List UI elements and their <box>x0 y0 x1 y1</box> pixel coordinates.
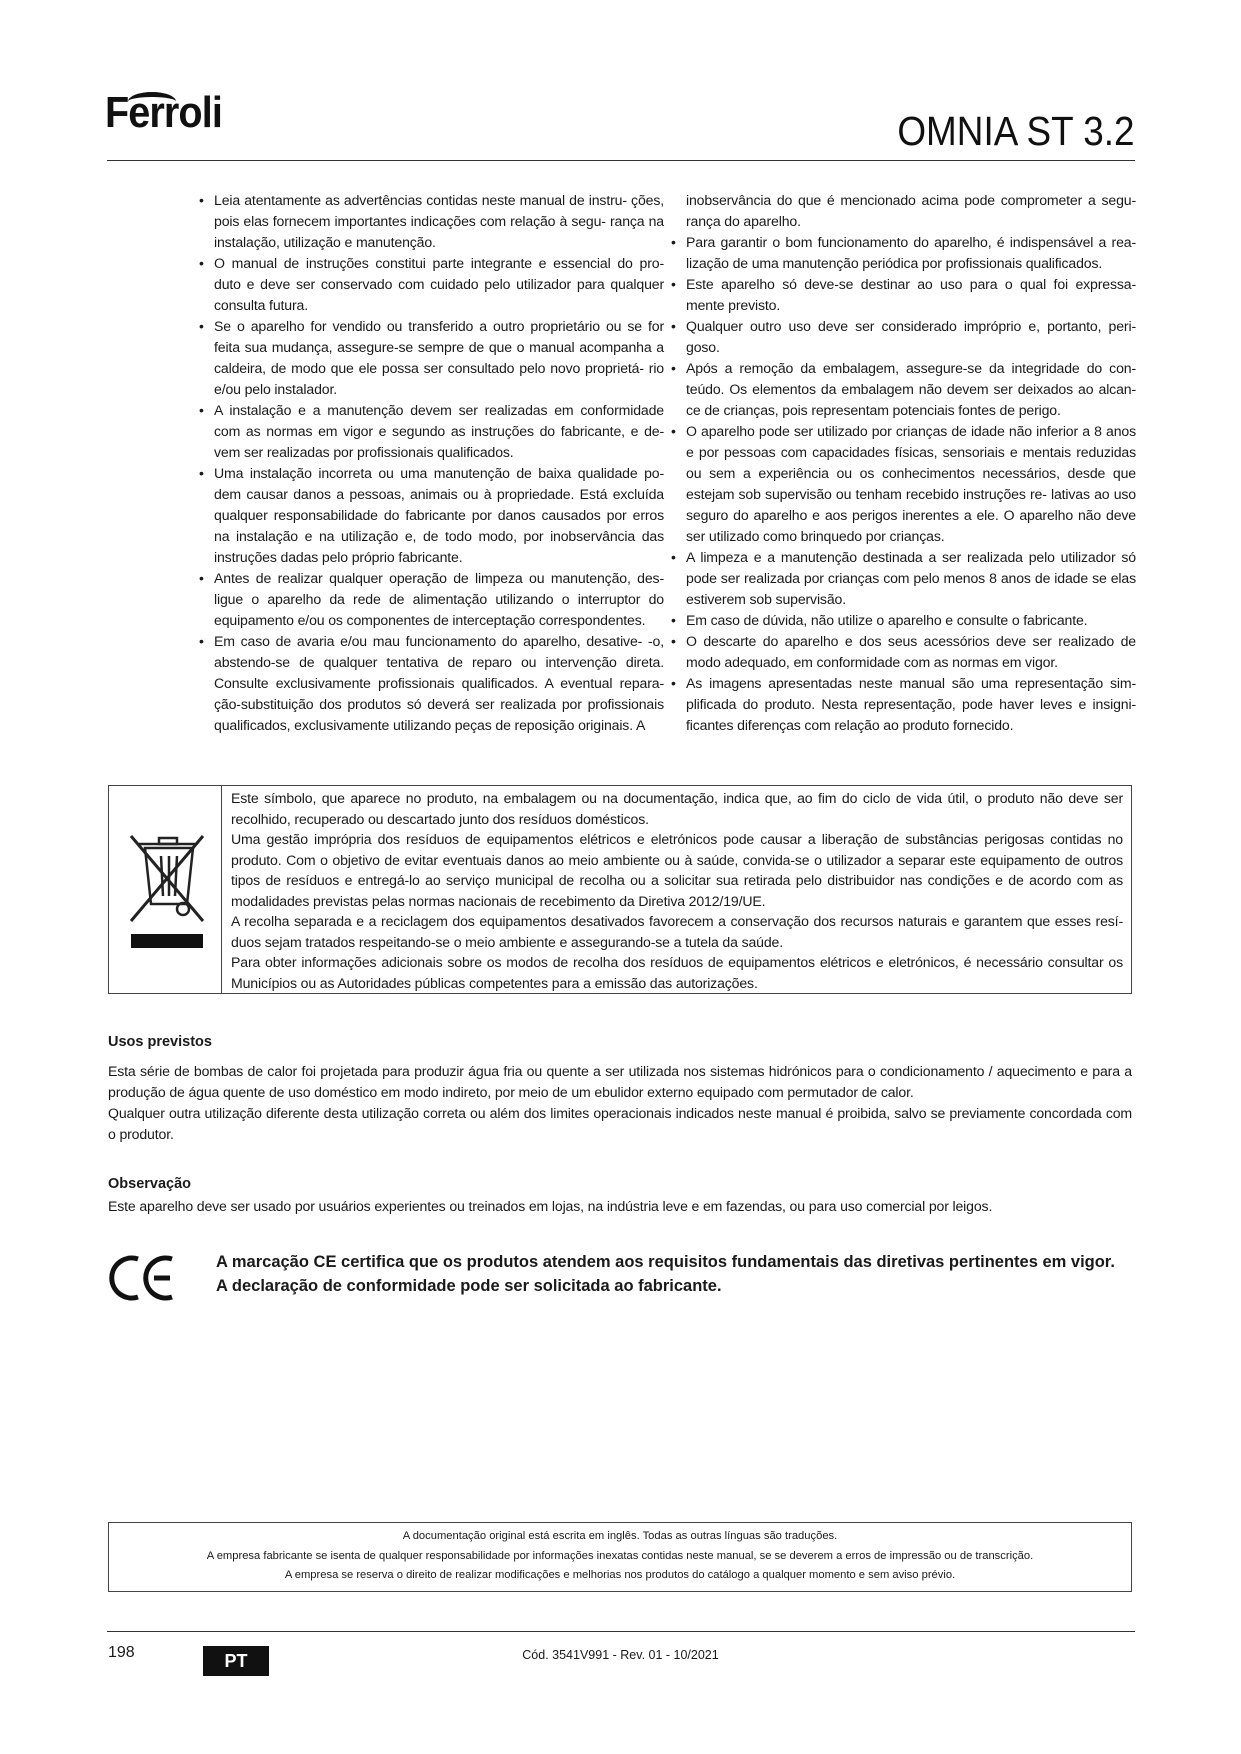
document-code: Cód. 3541V991 - Rev. 01 - 10/2021 <box>522 1648 719 1662</box>
observacao-text: Este aparelho deve ser usado por usuários experientes ou treinados em lojas, na indústria leve e em fazendas, ou para uso comercial por leigos. <box>108 1198 993 1214</box>
warning-item: • A instalação e a manutenção devem ser realizadas em conformidade com as normas em vigor e segundo as instruções do fabricante, e de- vem ser realizadas por profissionais qualificados. <box>199 400 664 463</box>
usos-paragraph: Esta série de bombas de calor foi projetada para produzir água fria ou quente a ser utilizada nos sistemas hidrónicos para o condicionamento / aquecimento e para a produção de água quente de uso doméstico em modo indireto, por meio de um ebulidor externo equipado com permutador de calor. <box>108 1063 1132 1100</box>
warning-item: • Este aparelho só deve-se destinar ao uso para o qual foi expressa- mente previsto. <box>671 274 1136 316</box>
disclaimer-line: A documentação original está escrita em inglês. Todas as outras línguas são traduções. <box>402 1530 838 1542</box>
page-number: 198 <box>108 1644 135 1661</box>
ce-line: A marcação CE certifica que os produtos atendem aos requisitos fundamentais das diretivas pertinentes em vigor. <box>216 1253 1115 1271</box>
warning-item: • Se o aparelho for vendido ou transferido a outro proprietário ou se for feita sua mudança, assegure-se sempre de que o manual acompanha a caldeira, de modo que ele possa ser consultado pelo novo proprietá- rio e/ou pelo instalador. <box>199 316 664 400</box>
weee-paragraph: A recolha separada e a reciclagem dos equipamentos desativados favorecem a conservação dos recursos naturais e garantem que esses resí- duos sejam tratados respeitando-se o meio ambiente e assegurando-se a tutela da saúde. <box>231 913 1123 950</box>
warning-item: • Antes de realizar qualquer operação de limpeza ou manutenção, des- ligue o aparelho da rede de alimentação utilizando o interruptor do equipamento e/ou os componentes de interceptação correspondentes. <box>199 568 664 631</box>
usos-text <box>108 1061 1132 1145</box>
header-divider <box>107 160 1135 161</box>
weee-text <box>231 788 1123 993</box>
warning-item: • Leia atentamente as advertências contidas neste manual de instru- ções, pois elas fornecem importantes indicações com relação à segu- rança na instalação, utilização e manutenção. <box>199 190 664 253</box>
warning-item: • Após a remoção da embalagem, assegure-se da integridade do con- teúdo. Os elementos da embalagem não devem ser deixados ao alcan- ce de crianças, pois representam potenciais fontes de perigo. <box>671 358 1136 421</box>
warnings-left-column <box>199 190 664 736</box>
weee-paragraph: Para obter informações adicionais sobre os modos de recolha dos resíduos de equipamentos elétricos e eletrónicos, é necessário consultar os Municípios ou as Autoridades públicas competentes para a emissão das autorizações. <box>231 954 1123 991</box>
disclaimer-line: A empresa se reserva o direito de realizar modificações e melhorias nos produtos do catálogo a qualquer momento e sem aviso prévio. <box>284 1569 956 1581</box>
warning-item: • As imagens apresentadas neste manual são uma representação sim- plificada do produto. Nesta representação, pode haver leves e insigni- ficantes diferenças com relação ao produto fornecido. <box>671 673 1136 736</box>
warnings-section <box>199 190 1136 736</box>
disclaimer-box <box>108 1522 1132 1592</box>
brand-logo: Ferroli <box>105 88 222 137</box>
observacao-title: Observação <box>108 1176 192 1192</box>
warning-item: • Em caso de avaria e/ou mau funcionamento do aparelho, desative- -o, abstendo-se de qualquer tentativa de reparo ou intervenção direta. Consulte exclusivamente profissionais qualificados. A eventual repara- ção-substituição dos produtos só deverá ser realizada por profissionais qualificados, exclusivamente utilizando peças de reposição originais. A <box>199 631 664 736</box>
weee-icon-cell <box>109 786 222 993</box>
warning-item-continuation: inobservância do que é mencionado acima pode comprometer a segu- rança do aparelho. <box>686 192 1136 229</box>
language-badge: PT <box>203 1646 269 1676</box>
disclaimer-line: A empresa fabricante se isenta de qualquer responsabilidade por informações inexatas contidas neste manual, se se deverem a erros de impressão ou de transcrição. <box>206 1549 1034 1562</box>
usos-title: Usos previstos <box>108 1034 212 1050</box>
weee-paragraph: Uma gestão imprópria dos resíduos de equipamentos elétricos e eletrónicos pode causar a liberação de substâncias perigosas contidas no produto. Com o objetivo de evitar eventuais danos ao meio ambiente ou à saúde, convida-se o utilizador a separar este equipamento de outros tipos de resíduos e entregá-lo ao serviço municipal de recolha ou a solicitar sua retirada pelo distribuidor nas condições e de acordo com as modalidades previstas pelas normas nacionais de recebimento da Diretiva 2012/19/UE. <box>231 831 1123 909</box>
warning-item: • O manual de instruções constitui parte integrante e essencial do pro- duto e deve ser conservado com cuidado pelo utilizador para qualquer consulta futura. <box>199 253 664 316</box>
warning-item: • O aparelho pode ser utilizado por crianças de idade não inferior a 8 anos e por pessoas com capacidades físicas, sensoriais e mentais reduzidas ou sem a experiência ou os conhecimentos necessários, desde que estejam sob supervisão ou tenham recebido instruções re- lativas ao uso seguro do aparelho e aos perigos inerentes a ele. O aparelho não deve ser utilizado como brinquedo por crianças. <box>671 421 1136 547</box>
warning-item: • O descarte do aparelho e dos seus acessórios deve ser realizado de modo adequado, em conformidade com as normas em vigor. <box>671 631 1136 673</box>
footer-divider <box>107 1631 1135 1632</box>
warning-item: • Em caso de dúvida, não utilize o aparelho e consulte o fabricante. <box>671 610 1136 631</box>
ce-line: A declaração de conformidade pode ser solicitada ao fabricante. <box>216 1277 722 1295</box>
weee-notice-box <box>108 785 1132 994</box>
warning-item: • Qualquer outro uso deve ser considerado impróprio e, portanto, peri- goso. <box>671 316 1136 358</box>
model-title: OMNIA ST 3.2 <box>897 108 1135 154</box>
warning-item: • A limpeza e a manutenção destinada a ser realizada pelo utilizador só pode ser realizada por crianças com pelo menos 8 anos de idade se elas estiverem sob supervisão. <box>671 547 1136 610</box>
weee-paragraph: Este símbolo, que aparece no produto, na embalagem ou na documentação, indica que, ao fim do ciclo de vida útil, o produto não deve ser recolhido, recuperado ou descartado junto dos resíduos domésticos. <box>231 790 1123 827</box>
usos-paragraph: Qualquer outra utilização diferente desta utilização correta ou além dos limites operacionais indicados neste manual é proibida, salvo se previamente concordada com o produtor. <box>108 1105 1132 1142</box>
ce-mark-icon <box>108 1253 178 1303</box>
warning-item: • Uma instalação incorreta ou uma manutenção de baixa qualidade po- dem causar danos a pessoas, animais ou à propriedade. Está excluída qualquer responsabilidade do fabricante por danos causados por erros na instalação e na utilização e, de todo modo, por inobservância das instruções dadas pelo próprio fabricante. <box>199 463 664 568</box>
warnings-right-column <box>671 190 1136 736</box>
crossed-out-wheelie-bin-icon <box>109 786 221 993</box>
ce-declaration <box>216 1250 1115 1298</box>
warning-item: • Para garantir o bom funcionamento do aparelho, é indispensável a rea- lização de uma manutenção periódica por profissionais qualificados. <box>671 232 1136 274</box>
